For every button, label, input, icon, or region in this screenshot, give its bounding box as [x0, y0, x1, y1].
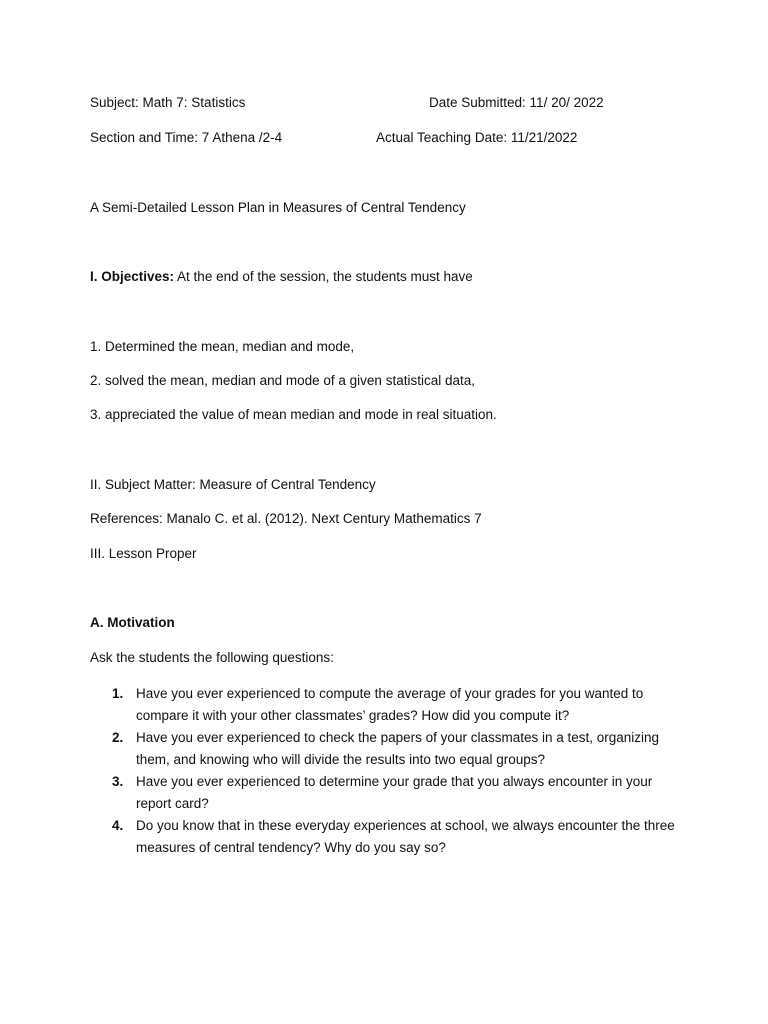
list-item	[90, 727, 690, 771]
objectives-heading: I. Objectives:	[90, 269, 175, 284]
list-item	[90, 771, 690, 815]
objective-item-2: 2. solved the mean, median and mode of a given statistical data,	[90, 373, 475, 388]
document-title: A Semi-Detailed Lesson Plan in Measures of Central Tendency	[90, 200, 466, 215]
list-item	[90, 815, 690, 859]
references: References: Manalo C. et al. (2012). Next Century Mathematics 7	[90, 511, 482, 526]
motivation-instruction: Ask the students the following questions:	[90, 650, 334, 665]
lesson-proper-heading: III. Lesson Proper	[90, 546, 197, 561]
question-text: Have you ever experienced to determine your grade that you always encounter in your report card?	[136, 774, 653, 811]
objective-item-1: 1. Determined the mean, median and mode,	[90, 339, 355, 354]
motivation-heading: A. Motivation	[90, 615, 175, 630]
list-item	[90, 683, 690, 727]
subject-line: Subject: Math 7: Statistics	[90, 95, 246, 110]
question-number: 2.	[112, 730, 124, 745]
objectives-line	[90, 269, 473, 285]
teaching-date: Actual Teaching Date: 11/21/2022	[376, 130, 578, 145]
question-text: Have you ever experienced to compute the average of your grades for you wanted to compare it with your other classmates’ grades? How did you compute it?	[136, 686, 644, 723]
question-text: Do you know that in these everyday experiences at school, we always encounter the three measures of central tendency? Why do you say so?	[136, 818, 675, 855]
objectives-intro: At the end of the session, the students must have	[174, 269, 473, 284]
question-number: 3.	[112, 774, 124, 789]
subject-matter: II. Subject Matter: Measure of Central Tendency	[90, 477, 376, 492]
motivation-question-list	[90, 683, 690, 859]
objective-item-3: 3. appreciated the value of mean median and mode in real situation.	[90, 407, 497, 422]
date-submitted: Date Submitted: 11/ 20/ 2022	[429, 95, 604, 110]
question-number: 4.	[112, 818, 124, 833]
section-time-line: Section and Time: 7 Athena /2-4	[90, 130, 283, 145]
question-text: Have you ever experienced to check the papers of your classmates in a test, organizing them, and knowing who will divide the results into two equal groups?	[136, 730, 660, 767]
question-number: 1.	[112, 686, 124, 701]
